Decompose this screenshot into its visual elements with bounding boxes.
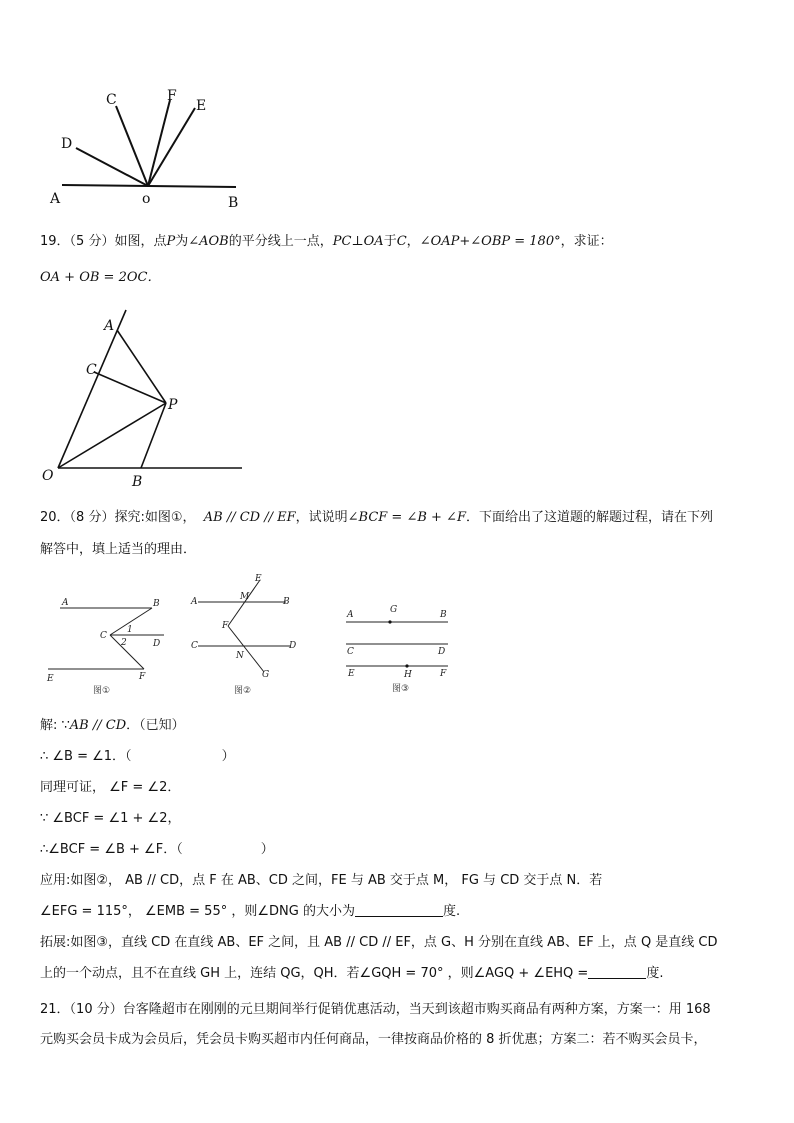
label-m: M [240, 592, 250, 602]
label-e: E [196, 98, 207, 114]
label-g: G [262, 670, 270, 680]
q19-line-2: OA + OB = 2OC． [40, 270, 161, 285]
q20-solution-3: 同理可证， ∠F = ∠2． [40, 780, 181, 795]
point-g [388, 620, 391, 623]
label-a: A [347, 610, 354, 620]
q21-line-2: 元购买会员卡成为会员后，凭会员卡购买超市内任何商品，一律按商品价格的 8 折优惠；方案二：若不购买会员卡， [40, 1032, 707, 1047]
label-f: F [167, 88, 177, 104]
caption-fig1: 图① [93, 686, 111, 696]
label-a: A [62, 598, 69, 608]
label-c: C [191, 641, 198, 651]
label-a: A [104, 318, 115, 334]
label-d: D [438, 647, 446, 657]
q20-extension-2: 上的一个动点，且不在直线 GH 上，连结 QG，QH．若∠GQH = 70° ，则∠AGQ + ∠EHQ = 度. [40, 966, 664, 981]
q20-application-2: ∠EFG = 115°， ∠EMB = 55° ，则∠DNG 的大小为 度. [40, 904, 461, 919]
label-d: D [289, 641, 297, 651]
label-b: B [440, 610, 447, 620]
label-1: 1 [127, 625, 133, 635]
label-d: D [61, 136, 73, 152]
segment-cf [110, 635, 144, 669]
q20-solution-4: ∵ ∠BCF = ∠1 + ∠2， [40, 811, 181, 826]
ray-od [76, 148, 148, 186]
q20-solution-1: 解: ∵AB // CD．（已知） [40, 718, 185, 733]
label-f: F [222, 621, 229, 631]
label-n: N [236, 651, 244, 661]
label-2: 2 [121, 638, 127, 648]
label-f: F [440, 669, 447, 679]
ray-of [148, 100, 170, 186]
label-d: D [153, 639, 161, 649]
q20-line-1: 20．（8 分）探究:如图①， AB // CD // EF，试说明∠BCF = ∠B + ∠F．下面给出了这道题的解题过程，请在下列 [40, 510, 713, 525]
label-g: G [390, 605, 398, 615]
label-c: C [100, 631, 107, 641]
figure-q20-2 [186, 574, 310, 696]
label-e: E [47, 674, 54, 684]
segment-bp [141, 403, 166, 468]
label-c: C [106, 92, 117, 108]
ray-oa [58, 310, 126, 468]
q20-solution-2: ∴ ∠B = ∠1．（ ） [40, 749, 235, 764]
point-h [405, 664, 408, 667]
label-a: A [191, 597, 198, 607]
label-c: C [86, 362, 97, 378]
label-f: F [139, 672, 146, 682]
ray-fe [228, 580, 260, 626]
label-b: B [228, 195, 239, 211]
label-o: O [42, 468, 54, 484]
q20-solution-5: ∴∠BCF = ∠B + ∠F．（ ） [40, 842, 274, 857]
ray-fg [228, 626, 264, 672]
label-e: E [348, 669, 355, 679]
q20-line-2: 解答中，填上适当的理由． [40, 542, 197, 557]
figure-q19 [36, 306, 251, 496]
q20-application-1: 应用:如图②， AB // CD，点 F 在 AB、CD 之间，FE 与 AB 交于点 M， FG 与 CD 交于点 N．若 [40, 873, 603, 888]
segment-op [58, 403, 166, 468]
caption-fig2: 图② [234, 686, 252, 696]
label-h: H [404, 670, 412, 680]
label-b: B [153, 599, 160, 609]
figure-q20-1 [40, 592, 180, 696]
q20-extension-1: 拓展:如图③，直线 CD 在直线 AB、EF 之间，且 AB // CD // EF，点 G、H 分别在直线 AB、EF 上，点 Q 是直线 CD [40, 935, 718, 950]
label-c: C [347, 647, 354, 657]
label-b: B [132, 474, 143, 490]
q19-line-1: 19．（5 分）如图，点P为∠AOB的平分线上一点，PC⊥OA于C，∠OAP+∠OBP = 180°，求证： [40, 234, 613, 249]
label-e: E [255, 574, 262, 584]
label-p: P [168, 397, 178, 413]
label-a: A [50, 191, 61, 207]
label-o: o [142, 191, 151, 207]
label-b: B [283, 597, 290, 607]
ray-oe [148, 108, 195, 186]
answer-blank-dng[interactable] [355, 902, 443, 917]
q21-line-1: 21．（10 分）台客隆超市在刚刚的元旦期间举行促销优惠活动，当天到该超市购买商品有两种方案，方案一：用 168 [40, 1002, 711, 1017]
ray-oc [116, 106, 148, 186]
figure-q20-3 [340, 598, 460, 696]
figure-rays-from-o [40, 82, 260, 212]
caption-fig3: 图③ [392, 684, 410, 694]
answer-blank-sum[interactable] [588, 964, 646, 979]
